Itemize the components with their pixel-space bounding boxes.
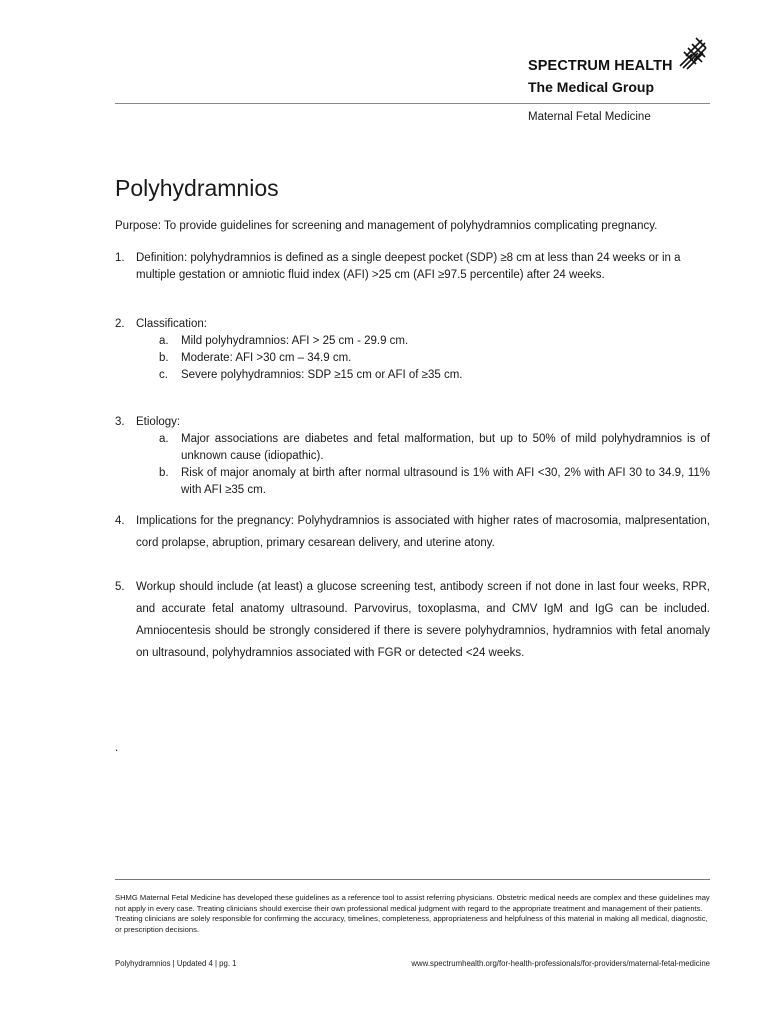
section-classification — [115, 316, 710, 384]
section-definition — [115, 250, 710, 284]
list-item-text: Major associations are diabetes and fetal malformation, but up to 50% of mild polyhydramnios is of unknown cause (idiopathic). — [181, 433, 710, 462]
list-letter: c. — [159, 369, 168, 381]
list-letter: b. — [159, 467, 169, 479]
list-item — [159, 367, 710, 384]
brand-subtitle: The Medical Group — [528, 79, 655, 95]
section-text: Classification: — [136, 318, 207, 330]
list-item — [159, 465, 710, 499]
section-number: 4. — [115, 515, 125, 527]
list-letter: b. — [159, 352, 169, 364]
list-letter: a. — [159, 433, 169, 445]
list-item-text: Severe polyhydramnios: SDP ≥15 cm or AFI of ≥35 cm. — [181, 369, 463, 381]
section-text: Implications for the pregnancy: Polyhydramnios is associated with higher rates of macrosomia, malpresentation, cord prolapse, abruption, primary cesarean delivery, and uterine atony. — [136, 515, 710, 549]
list-item-text: Risk of major anomaly at birth after normal ultrasound is 1% with AFI <30, 2% with AFI 30 to 34.9, 11% with AFI ≥35 cm. — [181, 467, 710, 496]
list-letter: a. — [159, 335, 169, 347]
section-text: Etiology: — [136, 416, 181, 428]
department-label: Maternal Fetal Medicine — [528, 111, 651, 123]
section-workup — [115, 576, 710, 664]
section-number: 1. — [115, 252, 125, 264]
list-item-text: Moderate: AFI >30 cm – 34.9 cm. — [181, 352, 352, 364]
section-text: Workup should include (at least) a glucose screening test, antibody screen if not done in last four weeks, RPR, and accurate fetal anatomy ultrasound. Parvovirus, toxoplasma, and CMV IgM and IgG can be included. Amniocentesis should be strongly considered if there is severe polyhydramnios, hydramnios with fetal anomaly on ultrasound, polyhydramnios associated with FGR or detected <24 weeks. — [136, 581, 710, 659]
footer-url[interactable]: www.spectrumhealth.org/for-health-professionals/for-providers/maternal-fetal-medicine — [411, 959, 710, 968]
spectrum-health-logo-icon — [678, 34, 708, 70]
section-number: 3. — [115, 416, 125, 428]
list-item — [159, 431, 710, 465]
section-implications — [115, 510, 710, 554]
brand-name: SPECTRUM HEALTH — [528, 58, 673, 74]
page-title: Polyhydramnios — [115, 175, 279, 201]
stray-mark: . — [115, 742, 119, 754]
section-number: 2. — [115, 318, 125, 330]
page-info: Polyhydramnios | Updated 4 | pg. 1 — [115, 959, 237, 968]
footer-divider — [115, 879, 710, 880]
section-number: 5. — [115, 581, 125, 593]
list-item-text: Mild polyhydramnios: AFI > 25 cm - 29.9 cm. — [181, 335, 409, 347]
list-item — [159, 333, 710, 350]
section-text: Definition: polyhydramnios is defined as a single deepest pocket (SDP) ≥8 cm at less than 24 weeks or in a multiple gestation or amniotic fluid index (AFI) >25 cm (AFI ≥97.5 percentile) after 24 weeks. — [136, 252, 681, 281]
section-etiology — [115, 414, 710, 499]
list-item — [159, 350, 710, 367]
disclaimer-text: SHMG Maternal Fetal Medicine has developed these guidelines as a reference tool to assist referring physicians. Obstetric medical needs are complex and these guidelines may not apply in every case. Treating clinicians should exercise their own professional medical judgment with regard to the appropriate treatment and management of their patients. Treating clinicians are solely responsible for confirming the accuracy, timelines, completeness, appropriateness and helpfulness of this material in making all medical, diagnostic, or prescription decisions. — [115, 893, 710, 934]
purpose-statement: Purpose: To provide guidelines for screening and management of polyhydramnios complicating pregnancy. — [115, 220, 658, 232]
brand-logo — [528, 34, 718, 98]
header-divider — [115, 103, 710, 104]
